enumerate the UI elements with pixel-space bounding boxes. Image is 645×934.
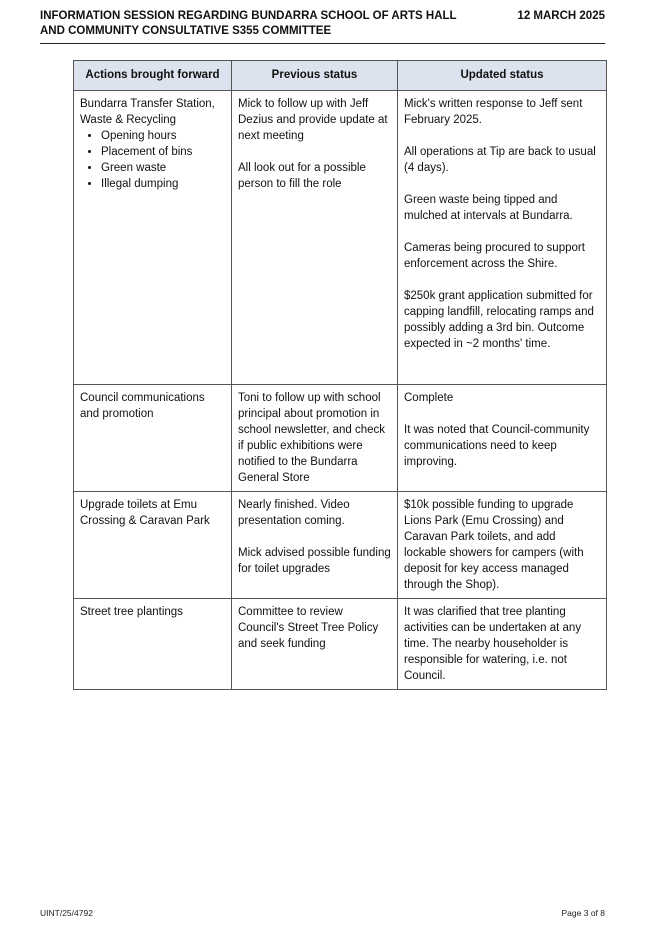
previous-status-cell: [232, 492, 398, 599]
updated-status-text: Cameras being procured to support enforcement across the Shire.: [404, 242, 585, 270]
document-title: INFORMATION SESSION REGARDING BUNDARRA SCHOOL OF ARTS HALL AND COMMUNITY CONSULTATIVE S355 COMMITTEE: [40, 10, 457, 37]
page-header: [40, 9, 605, 44]
previous-status-text: Nearly finished. Video presentation coming.: [238, 499, 350, 527]
column-header-updated-status: Updated status: [398, 61, 607, 91]
action-bullet: • Placement of bins: [101, 144, 225, 160]
updated-status-text: It was noted that Council-community communications need to keep improving.: [404, 424, 590, 468]
table-header-row: [74, 61, 607, 91]
updated-status-text: $250k grant application submitted for capping landfill, relocating ramps and possibly adding a 3rd bin. Outcome expected in ~2 months' time.: [404, 290, 594, 350]
previous-status-text: Committee to review Council's Street Tree Policy and seek funding: [238, 606, 379, 650]
action-text: Council communications and promotion: [80, 392, 205, 420]
updated-status-text: Green waste being tipped and mulched at intervals at Bundarra.: [404, 194, 573, 222]
updated-status-text: Mick's written response to Jeff sent February 2025.: [404, 98, 583, 126]
updated-status-text: $10k possible funding to upgrade Lions Park (Emu Crossing) and Caravan Park toilets, and add lockable showers for campers (with deposit for key access managed through the Shop).: [404, 499, 584, 591]
column-header-previous-status: Previous status: [232, 61, 398, 91]
table-row: [74, 385, 607, 492]
updated-status-text: All operations at Tip are back to usual (4 days).: [404, 146, 596, 174]
updated-status-cell: [398, 91, 607, 385]
action-bullet: • Opening hours: [101, 128, 225, 144]
previous-status-cell: [232, 385, 398, 492]
column-header-actions: Actions brought forward: [74, 61, 232, 91]
meeting-date: 12 MARCH 2025: [517, 10, 605, 22]
previous-status-text: Mick advised possible funding for toilet upgrades: [238, 547, 391, 575]
updated-status-text: It was clarified that tree planting activities can be undertaken at any time. The nearby householder is responsible for watering, i.e. not Council.: [404, 606, 582, 682]
action-text: Upgrade toilets at Emu Crossing & Caravan Park: [80, 499, 210, 527]
action-text: Bundarra Transfer Station, Waste & Recycling: [80, 98, 215, 126]
previous-status-text: Toni to follow up with school principal about promotion in school newsletter, and check if public exhibitions were notified to the Bundarra General Store: [238, 392, 386, 484]
table-row: [74, 599, 607, 690]
table-row: [74, 492, 607, 599]
action-bullet: • Green waste: [101, 160, 225, 176]
action-text: Street tree plantings: [80, 606, 183, 618]
previous-status-cell: [232, 599, 398, 690]
action-cell: [74, 599, 232, 690]
action-bullet-list: [80, 128, 225, 192]
document-reference: UINT/25/4792: [40, 908, 93, 918]
table-row: [74, 91, 607, 385]
previous-status-cell: [232, 91, 398, 385]
previous-status-text: Mick to follow up with Jeff Dezius and provide update at next meeting: [238, 98, 388, 142]
previous-status-text: All look out for a possible person to fill the role: [238, 162, 366, 190]
action-cell: [74, 385, 232, 492]
action-cell: [74, 492, 232, 599]
updated-status-text: Complete: [404, 392, 454, 404]
actions-table: [73, 60, 607, 690]
action-cell: [74, 91, 232, 385]
action-bullet: • Illegal dumping: [101, 176, 225, 192]
updated-status-cell: [398, 492, 607, 599]
page-number: Page 3 of 8: [561, 908, 605, 918]
updated-status-cell: [398, 599, 607, 690]
updated-status-cell: [398, 385, 607, 492]
